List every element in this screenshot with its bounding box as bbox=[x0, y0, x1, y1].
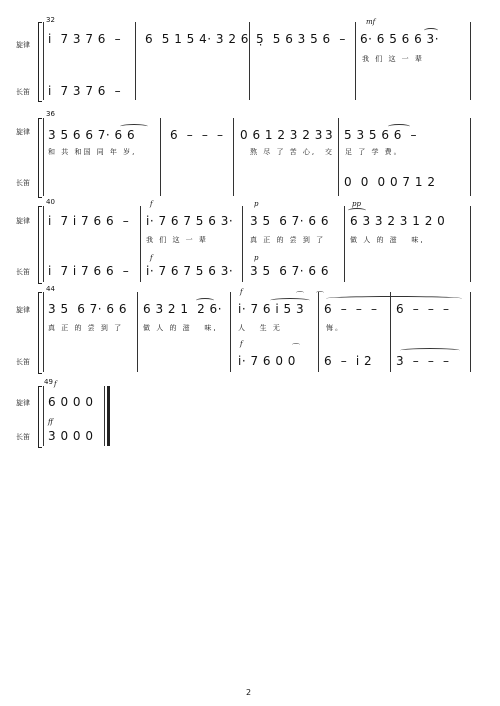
system-bracket bbox=[38, 206, 42, 284]
dynamic-mark: mf bbox=[366, 18, 376, 26]
melody-measure: 5̣ 5 6 3 5 6 – bbox=[256, 32, 346, 46]
melody-measure: 3 5 6 7· 6 6 bbox=[250, 214, 330, 228]
barline bbox=[470, 118, 471, 196]
melody-measure: i· 7 6 i 5 3 bbox=[238, 302, 305, 316]
fermata-icon: ⌒ bbox=[316, 291, 324, 300]
barline bbox=[390, 292, 391, 372]
barline bbox=[470, 292, 471, 372]
flute-measure: i· 7 6 0 0 bbox=[238, 354, 296, 368]
slur bbox=[400, 348, 460, 353]
system-bracket bbox=[38, 292, 42, 374]
barline bbox=[233, 118, 234, 196]
bar-number: 40 bbox=[46, 198, 55, 206]
lyric-line: 熬 尽 了 苦 心, bbox=[250, 148, 317, 156]
lyric-line: 足 了 学 费。 bbox=[345, 148, 403, 156]
melody-measure: 6 3 2 1 2 6· bbox=[143, 302, 223, 316]
fermata-icon: ⌒ bbox=[292, 343, 300, 352]
slur bbox=[388, 124, 410, 129]
system-bracket bbox=[38, 386, 42, 448]
melody-measure: i 7 i 7 6 6 – bbox=[48, 214, 130, 228]
lyric-line: 交 bbox=[325, 148, 334, 156]
melody-measure: i 7 3 7 6 – bbox=[48, 32, 122, 46]
dynamic-mark: ff bbox=[48, 418, 53, 426]
barline bbox=[338, 118, 339, 196]
part-label-flute: 长笛 bbox=[16, 358, 30, 366]
melody-measure: 6 0 0 0 bbox=[48, 395, 94, 409]
flute-measure: 3 – – – bbox=[396, 354, 450, 368]
slur bbox=[424, 28, 438, 33]
system-bracket bbox=[38, 118, 42, 198]
melody-measure: 6· 6 5 6 6 3· bbox=[360, 32, 440, 46]
part-label-melody: 旋律 bbox=[16, 41, 30, 49]
melody-measure: 3 5 6 7· 6 6 bbox=[48, 302, 128, 316]
part-label-melody: 旋律 bbox=[16, 399, 30, 407]
barline bbox=[43, 292, 44, 372]
lyric-line: 真 正 的 尝 到 了 bbox=[48, 324, 124, 332]
flute-measure: i 7 3 7 6 – bbox=[48, 84, 122, 98]
barline bbox=[43, 206, 44, 282]
lyric-line: 真 正 的 尝 到 了 bbox=[250, 236, 326, 244]
system-bracket bbox=[38, 22, 42, 102]
slur bbox=[270, 298, 310, 303]
barline bbox=[43, 22, 44, 100]
page-number: 2 bbox=[246, 688, 252, 697]
melody-measure: 6 – – – bbox=[396, 302, 450, 316]
dynamic-mark: f bbox=[54, 380, 57, 388]
barline bbox=[140, 206, 141, 282]
bar-number: 44 bbox=[46, 285, 55, 293]
flute-measure: 3 0 0 0 bbox=[48, 429, 94, 443]
final-barline-thick bbox=[107, 386, 110, 446]
lyric-line: 人 生 无 bbox=[238, 324, 282, 332]
melody-measure: 3 5 6 6 7· 6 6 bbox=[48, 128, 136, 142]
part-label-melody: 旋律 bbox=[16, 128, 30, 136]
bar-number: 36 bbox=[46, 110, 55, 118]
dynamic-mark: f bbox=[240, 340, 243, 348]
melody-measure: 6 5 1 5 4· 3 2 6 bbox=[145, 32, 249, 46]
flute-measure: 3 5 6 7· 6 6 bbox=[250, 264, 330, 278]
flute-measure: 6 – i 2 bbox=[324, 354, 373, 368]
flute-measure: i· 7 6 7 5 6 3· bbox=[146, 264, 234, 278]
melody-measure: 5 3 5 6 6 – bbox=[344, 128, 418, 142]
barline bbox=[249, 22, 250, 100]
lyric-line: 我 们 这 一 辈 bbox=[146, 236, 208, 244]
lyric-line: 和 共 和国 同 年 岁, bbox=[48, 148, 137, 156]
slur bbox=[120, 124, 148, 129]
barline bbox=[230, 292, 231, 372]
bar-number: 32 bbox=[46, 16, 55, 24]
barline bbox=[160, 118, 161, 196]
lyric-line: 做 人 的 滋 味, bbox=[143, 324, 218, 332]
bar-number: 49 bbox=[44, 378, 53, 386]
lyric-line: 做 人 的 滋 味, bbox=[350, 236, 425, 244]
part-label-melody: 旋律 bbox=[16, 217, 30, 225]
lyric-line: 悔。 bbox=[326, 324, 344, 332]
melody-measure: 6 – – – bbox=[170, 128, 224, 142]
barline bbox=[344, 206, 345, 282]
melody-measure: 6 – – – bbox=[324, 302, 378, 316]
barline bbox=[318, 292, 319, 372]
melody-measure: 3 bbox=[325, 128, 334, 142]
part-label-flute: 长笛 bbox=[16, 88, 30, 96]
slur bbox=[196, 298, 214, 303]
barline bbox=[43, 118, 44, 196]
lyric-line: 我 们 这 一 辈 bbox=[362, 55, 424, 63]
part-label-flute: 长笛 bbox=[16, 433, 30, 441]
fermata-icon: ⌒ bbox=[296, 291, 304, 300]
slur bbox=[348, 208, 366, 213]
dynamic-mark: p bbox=[254, 254, 259, 262]
part-label-flute: 长笛 bbox=[16, 179, 30, 187]
dynamic-mark: pp bbox=[352, 200, 361, 208]
barline bbox=[135, 22, 136, 100]
dynamic-mark: f bbox=[150, 254, 153, 262]
melody-measure: i· 7 6 7 5 6 3· bbox=[146, 214, 234, 228]
melody-measure: 0 6 1 2 3 2 3 bbox=[240, 128, 323, 142]
barline bbox=[137, 292, 138, 372]
dynamic-mark: f bbox=[150, 200, 153, 208]
barline bbox=[470, 206, 471, 282]
final-barline-thin bbox=[104, 386, 105, 446]
flute-measure: 0 0 0 0 7 1 2 bbox=[344, 175, 436, 189]
barline bbox=[242, 206, 243, 282]
slur bbox=[326, 296, 462, 301]
barline bbox=[470, 22, 471, 100]
barline bbox=[355, 22, 356, 100]
part-label-melody: 旋律 bbox=[16, 306, 30, 314]
flute-measure: i 7 i 7 6 6 – bbox=[48, 264, 130, 278]
melody-measure: 6 3 3 2 3 1 2 0 bbox=[350, 214, 446, 228]
dynamic-mark: p bbox=[254, 200, 259, 208]
part-label-flute: 长笛 bbox=[16, 268, 30, 276]
barline bbox=[43, 386, 44, 446]
dynamic-mark: f bbox=[240, 288, 243, 296]
